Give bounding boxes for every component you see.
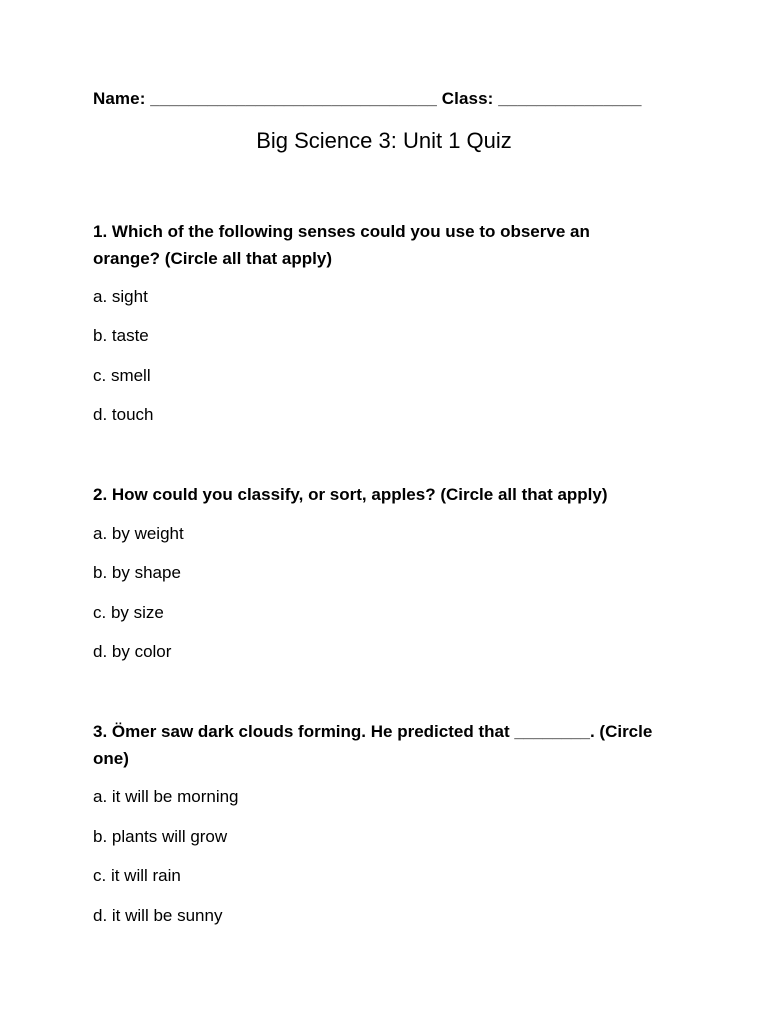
- class-label: Class:: [441, 89, 494, 108]
- question-2-option-b: b. by shape: [93, 563, 181, 582]
- question-3-option-d: d. it will be sunny: [93, 906, 223, 925]
- class-blank: _______________: [498, 89, 642, 108]
- question-2-option-a: a. by weight: [93, 524, 184, 543]
- question-2-option-d: d. by color: [93, 642, 172, 661]
- page-title: Big Science 3: Unit 1 Quiz: [256, 128, 512, 153]
- name-label: Name:: [93, 89, 146, 108]
- question-3-option-c: c. it will rain: [93, 866, 181, 885]
- question-1: 1. Which of the following senses could you use to observe an orange? (Circle all that apply): [93, 222, 590, 268]
- question-1-option-d: d. touch: [93, 405, 154, 424]
- question-3-option-b: b. plants will grow: [93, 827, 228, 846]
- question-1-option-c: c. smell: [93, 366, 151, 385]
- question-3: 3. Ömer saw dark clouds forming. He predicted that ________. (Circle one): [93, 722, 653, 768]
- question-2: 2. How could you classify, or sort, apples? (Circle all that apply): [93, 485, 608, 504]
- question-2-option-c: c. by size: [93, 603, 164, 622]
- name-blank: ______________________________: [150, 89, 437, 108]
- student-info-line: [93, 89, 642, 109]
- question-1-option-b: b. taste: [93, 326, 149, 345]
- question-3-option-a: a. it will be morning: [93, 787, 239, 806]
- question-1-option-a: a. sight: [93, 287, 148, 306]
